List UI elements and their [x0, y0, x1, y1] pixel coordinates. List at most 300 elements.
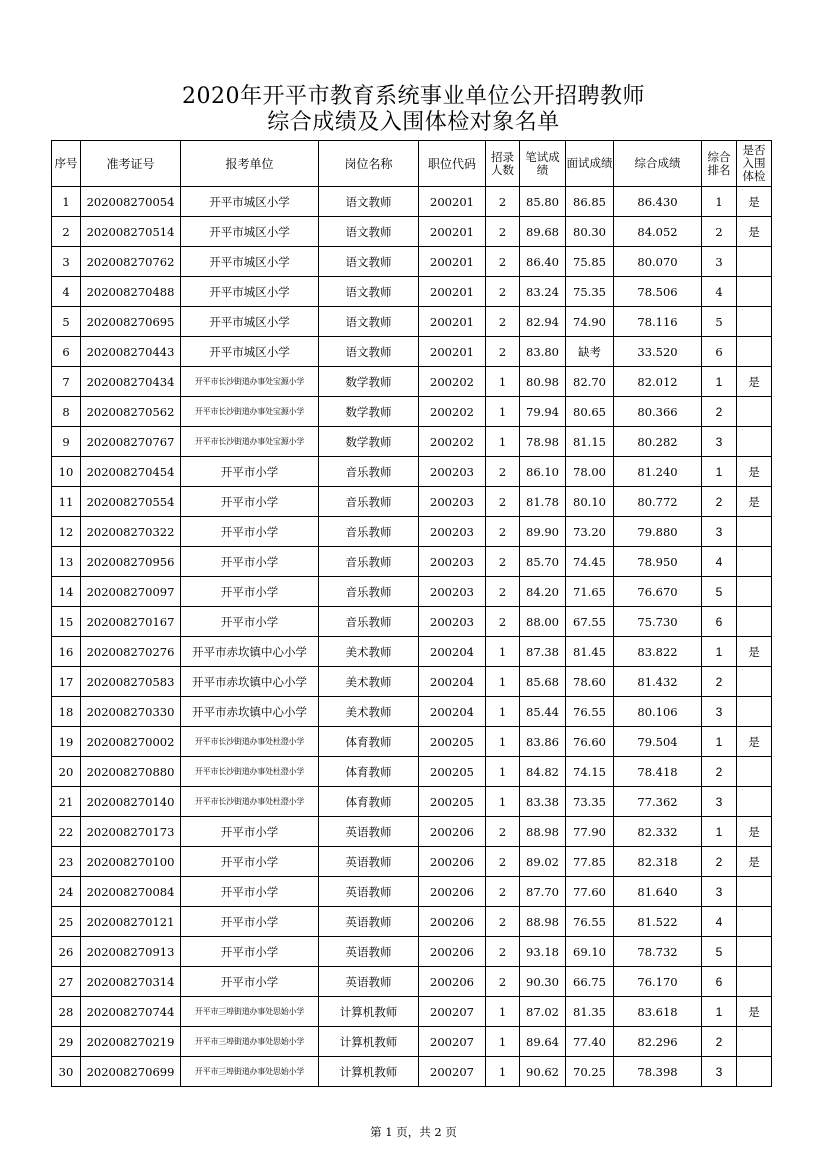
table-row	[52, 247, 772, 277]
quota-cell: 2	[486, 487, 520, 517]
rank-cell: 3	[702, 697, 737, 727]
quota-cell: 2	[486, 847, 520, 877]
unit-cell: 开平市赤坎镇中心小学	[181, 637, 319, 667]
exam-id-cell: 202008270002	[81, 727, 181, 757]
table-row	[52, 577, 772, 607]
exam-id-cell: 202008270554	[81, 487, 181, 517]
total-score-cell: 79.504	[614, 727, 702, 757]
rank-cell: 3	[702, 427, 737, 457]
written-score-cell: 85.70	[520, 547, 566, 577]
position-cell: 数学教师	[319, 367, 419, 397]
written-score-cell: 87.02	[520, 997, 566, 1027]
position-code-cell: 200204	[419, 667, 486, 697]
rank-cell: 5	[702, 307, 737, 337]
page-footer: 第 1 页，共 2 页	[370, 1125, 457, 1139]
written-score-cell: 84.20	[520, 577, 566, 607]
medical-check-cell	[737, 937, 772, 967]
medical-check-cell: 是	[737, 457, 772, 487]
exam-id-cell: 202008270314	[81, 967, 181, 997]
interview-score-cell: 缺考	[566, 337, 614, 367]
position-code-cell: 200204	[419, 697, 486, 727]
written-score-cell: 89.64	[520, 1027, 566, 1057]
interview-score-cell: 66.75	[566, 967, 614, 997]
interview-score-cell: 73.35	[566, 787, 614, 817]
rank-cell: 1	[702, 187, 737, 217]
position-code-cell: 200206	[419, 877, 486, 907]
written-score-cell: 78.98	[520, 427, 566, 457]
total-score-cell: 78.732	[614, 937, 702, 967]
quota-cell: 2	[486, 307, 520, 337]
medical-check-cell	[737, 547, 772, 577]
position-code-cell: 200203	[419, 517, 486, 547]
serial-cell: 10	[52, 457, 81, 487]
medical-check-cell	[737, 337, 772, 367]
serial-cell: 17	[52, 667, 81, 697]
exam-id-cell: 202008270454	[81, 457, 181, 487]
position-code-cell: 200203	[419, 577, 486, 607]
rank-cell: 1	[702, 997, 737, 1027]
table-row	[52, 337, 772, 367]
written-score-cell: 85.80	[520, 187, 566, 217]
position-cell: 英语教师	[319, 847, 419, 877]
unit-cell: 开平市城区小学	[181, 247, 319, 277]
interview-score-cell: 81.45	[566, 637, 614, 667]
exam-id-cell: 202008270330	[81, 697, 181, 727]
exam-id-cell: 202008270699	[81, 1057, 181, 1087]
table-row	[52, 217, 772, 247]
serial-cell: 5	[52, 307, 81, 337]
total-score-cell: 82.012	[614, 367, 702, 397]
unit-cell: 开平市城区小学	[181, 307, 319, 337]
quota-cell: 1	[486, 1057, 520, 1087]
position-code-cell: 200207	[419, 997, 486, 1027]
total-score-cell: 78.950	[614, 547, 702, 577]
table-row	[52, 187, 772, 217]
interview-score-cell: 76.60	[566, 727, 614, 757]
interview-score-cell: 82.70	[566, 367, 614, 397]
serial-cell: 1	[52, 187, 81, 217]
table-row	[52, 667, 772, 697]
serial-cell: 9	[52, 427, 81, 457]
rank-cell: 3	[702, 787, 737, 817]
rank-cell: 6	[702, 607, 737, 637]
position-code-cell: 200206	[419, 967, 486, 997]
position-cell: 英语教师	[319, 937, 419, 967]
exam-id-cell: 202008270121	[81, 907, 181, 937]
position-cell: 音乐教师	[319, 547, 419, 577]
quota-cell: 2	[486, 877, 520, 907]
serial-cell: 3	[52, 247, 81, 277]
table-row	[52, 457, 772, 487]
interview-score-cell: 78.00	[566, 457, 614, 487]
total-score-cell: 78.116	[614, 307, 702, 337]
written-score-cell: 83.24	[520, 277, 566, 307]
written-score-cell: 88.00	[520, 607, 566, 637]
rank-cell: 2	[702, 217, 737, 247]
table-row	[52, 277, 772, 307]
written-score-cell: 83.38	[520, 787, 566, 817]
serial-cell: 7	[52, 367, 81, 397]
unit-cell: 开平市长沙街道办事处宝源小学	[181, 427, 319, 457]
table-row	[52, 937, 772, 967]
position-cell: 数学教师	[319, 427, 419, 457]
exam-id-cell: 202008270880	[81, 757, 181, 787]
header-unit: 报考单位	[181, 141, 319, 187]
position-cell: 音乐教师	[319, 577, 419, 607]
written-score-cell: 88.98	[520, 817, 566, 847]
exam-id-cell: 202008270488	[81, 277, 181, 307]
total-score-cell: 82.318	[614, 847, 702, 877]
table-row	[52, 967, 772, 997]
interview-score-cell: 86.85	[566, 187, 614, 217]
position-code-cell: 200202	[419, 427, 486, 457]
unit-cell: 开平市城区小学	[181, 277, 319, 307]
table-row	[52, 637, 772, 667]
position-code-cell: 200207	[419, 1027, 486, 1057]
unit-cell: 开平市长沙街道办事处杜澄小学	[181, 727, 319, 757]
quota-cell: 1	[486, 367, 520, 397]
total-score-cell: 83.618	[614, 997, 702, 1027]
quota-cell: 1	[486, 397, 520, 427]
rank-cell: 1	[702, 727, 737, 757]
total-score-cell: 79.880	[614, 517, 702, 547]
table-row	[52, 427, 772, 457]
interview-score-cell: 77.40	[566, 1027, 614, 1057]
total-score-cell: 81.240	[614, 457, 702, 487]
position-cell: 语文教师	[319, 307, 419, 337]
interview-score-cell: 77.85	[566, 847, 614, 877]
position-cell: 计算机教师	[319, 997, 419, 1027]
serial-cell: 2	[52, 217, 81, 247]
header-exam-id: 准考证号	[81, 141, 181, 187]
total-score-cell: 80.366	[614, 397, 702, 427]
serial-cell: 20	[52, 757, 81, 787]
position-cell: 音乐教师	[319, 517, 419, 547]
unit-cell: 开平市城区小学	[181, 337, 319, 367]
medical-check-cell: 是	[737, 187, 772, 217]
medical-check-cell	[737, 877, 772, 907]
position-code-cell: 200207	[419, 1057, 486, 1087]
interview-score-cell: 76.55	[566, 907, 614, 937]
table-row	[52, 607, 772, 637]
unit-cell: 开平市小学	[181, 577, 319, 607]
rank-cell: 5	[702, 937, 737, 967]
medical-check-cell	[737, 1057, 772, 1087]
serial-cell: 22	[52, 817, 81, 847]
position-cell: 体育教师	[319, 757, 419, 787]
header-written-score: 笔试成绩	[520, 141, 566, 187]
unit-cell: 开平市长沙街道办事处杜澄小学	[181, 757, 319, 787]
written-score-cell: 90.30	[520, 967, 566, 997]
total-score-cell: 81.522	[614, 907, 702, 937]
exam-id-cell: 202008270173	[81, 817, 181, 847]
table-row	[52, 727, 772, 757]
rank-cell: 3	[702, 1057, 737, 1087]
quota-cell: 1	[486, 787, 520, 817]
written-score-cell: 90.62	[520, 1057, 566, 1087]
written-score-cell: 87.38	[520, 637, 566, 667]
rank-cell: 2	[702, 757, 737, 787]
total-score-cell: 80.282	[614, 427, 702, 457]
serial-cell: 29	[52, 1027, 81, 1057]
interview-score-cell: 67.55	[566, 607, 614, 637]
header-rank: 综合排名	[702, 141, 737, 187]
unit-cell: 开平市长沙街道办事处宝源小学	[181, 367, 319, 397]
unit-cell: 开平市小学	[181, 937, 319, 967]
position-code-cell: 200203	[419, 487, 486, 517]
total-score-cell: 76.170	[614, 967, 702, 997]
quota-cell: 1	[486, 997, 520, 1027]
exam-id-cell: 202008270434	[81, 367, 181, 397]
medical-check-cell	[737, 967, 772, 997]
rank-cell: 2	[702, 397, 737, 427]
written-score-cell: 80.98	[520, 367, 566, 397]
position-cell: 英语教师	[319, 877, 419, 907]
quota-cell: 2	[486, 547, 520, 577]
total-score-cell: 77.362	[614, 787, 702, 817]
document-title-line1: 2020年开平市教育系统事业单位公开招聘教师	[182, 84, 645, 109]
exam-id-cell: 202008270956	[81, 547, 181, 577]
quota-cell: 2	[486, 937, 520, 967]
table-row	[52, 847, 772, 877]
total-score-cell: 78.506	[614, 277, 702, 307]
written-score-cell: 86.40	[520, 247, 566, 277]
rank-cell: 3	[702, 517, 737, 547]
exam-id-cell: 202008270219	[81, 1027, 181, 1057]
quota-cell: 2	[486, 277, 520, 307]
position-cell: 英语教师	[319, 967, 419, 997]
exam-id-cell: 202008270762	[81, 247, 181, 277]
position-code-cell: 200201	[419, 247, 486, 277]
table-row	[52, 1027, 772, 1057]
interview-score-cell: 69.10	[566, 937, 614, 967]
unit-cell: 开平市小学	[181, 877, 319, 907]
position-cell: 语文教师	[319, 277, 419, 307]
medical-check-cell: 是	[737, 487, 772, 517]
interview-score-cell: 80.10	[566, 487, 614, 517]
position-code-cell: 200206	[419, 937, 486, 967]
interview-score-cell: 80.30	[566, 217, 614, 247]
rank-cell: 1	[702, 457, 737, 487]
written-score-cell: 79.94	[520, 397, 566, 427]
rank-cell: 4	[702, 547, 737, 577]
medical-check-cell: 是	[737, 847, 772, 877]
interview-score-cell: 81.35	[566, 997, 614, 1027]
total-score-cell: 78.398	[614, 1057, 702, 1087]
unit-cell: 开平市小学	[181, 607, 319, 637]
unit-cell: 开平市小学	[181, 817, 319, 847]
rank-cell: 4	[702, 277, 737, 307]
rank-cell: 3	[702, 877, 737, 907]
medical-check-cell	[737, 607, 772, 637]
total-score-cell: 76.670	[614, 577, 702, 607]
unit-cell: 开平市赤坎镇中心小学	[181, 697, 319, 727]
position-cell: 英语教师	[319, 817, 419, 847]
interview-score-cell: 77.60	[566, 877, 614, 907]
written-score-cell: 83.86	[520, 727, 566, 757]
header-serial: 序号	[52, 141, 81, 187]
medical-check-cell	[737, 757, 772, 787]
position-cell: 语文教师	[319, 337, 419, 367]
position-cell: 语文教师	[319, 217, 419, 247]
exam-id-cell: 202008270695	[81, 307, 181, 337]
interview-score-cell: 77.90	[566, 817, 614, 847]
rank-cell: 3	[702, 247, 737, 277]
quota-cell: 1	[486, 697, 520, 727]
written-score-cell: 88.98	[520, 907, 566, 937]
exam-id-cell: 202008270583	[81, 667, 181, 697]
medical-check-cell: 是	[737, 217, 772, 247]
written-score-cell: 85.68	[520, 667, 566, 697]
position-code-cell: 200204	[419, 637, 486, 667]
serial-cell: 11	[52, 487, 81, 517]
unit-cell: 开平市城区小学	[181, 217, 319, 247]
serial-cell: 8	[52, 397, 81, 427]
rank-cell: 4	[702, 907, 737, 937]
position-code-cell: 200201	[419, 307, 486, 337]
unit-cell: 开平市小学	[181, 517, 319, 547]
unit-cell: 开平市小学	[181, 547, 319, 577]
unit-cell: 开平市三埠街道办事处思始小学	[181, 997, 319, 1027]
position-code-cell: 200206	[419, 847, 486, 877]
total-score-cell: 75.730	[614, 607, 702, 637]
exam-id-cell: 202008270767	[81, 427, 181, 457]
position-cell: 音乐教师	[319, 457, 419, 487]
total-score-cell: 82.296	[614, 1027, 702, 1057]
quota-cell: 2	[486, 187, 520, 217]
interview-score-cell: 81.15	[566, 427, 614, 457]
interview-score-cell: 78.60	[566, 667, 614, 697]
header-row	[52, 141, 772, 187]
quota-cell: 1	[486, 727, 520, 757]
table-row	[52, 1057, 772, 1087]
unit-cell: 开平市三埠街道办事处思始小学	[181, 1057, 319, 1087]
serial-cell: 6	[52, 337, 81, 367]
medical-check-cell	[737, 517, 772, 547]
written-score-cell: 85.44	[520, 697, 566, 727]
exam-id-cell: 202008270100	[81, 847, 181, 877]
interview-score-cell: 75.35	[566, 277, 614, 307]
position-code-cell: 200203	[419, 457, 486, 487]
quota-cell: 1	[486, 1027, 520, 1057]
position-code-cell: 200203	[419, 607, 486, 637]
table-row	[52, 397, 772, 427]
table-row	[52, 547, 772, 577]
serial-cell: 19	[52, 727, 81, 757]
rank-cell: 2	[702, 487, 737, 517]
serial-cell: 23	[52, 847, 81, 877]
quota-cell: 2	[486, 967, 520, 997]
table-row	[52, 787, 772, 817]
total-score-cell: 83.822	[614, 637, 702, 667]
table-row	[52, 757, 772, 787]
position-cell: 体育教师	[319, 727, 419, 757]
header-interview-score: 面试成绩	[566, 141, 614, 187]
serial-cell: 28	[52, 997, 81, 1027]
rank-cell: 6	[702, 337, 737, 367]
total-score-cell: 80.106	[614, 697, 702, 727]
serial-cell: 14	[52, 577, 81, 607]
exam-id-cell: 202008270054	[81, 187, 181, 217]
total-score-cell: 80.772	[614, 487, 702, 517]
unit-cell: 开平市城区小学	[181, 187, 319, 217]
unit-cell: 开平市小学	[181, 487, 319, 517]
medical-check-cell: 是	[737, 637, 772, 667]
rank-cell: 6	[702, 967, 737, 997]
unit-cell: 开平市小学	[181, 457, 319, 487]
position-code-cell: 200205	[419, 727, 486, 757]
unit-cell: 开平市赤坎镇中心小学	[181, 667, 319, 697]
exam-id-cell: 202008270514	[81, 217, 181, 247]
table-row	[52, 517, 772, 547]
written-score-cell: 89.68	[520, 217, 566, 247]
serial-cell: 26	[52, 937, 81, 967]
interview-score-cell: 75.85	[566, 247, 614, 277]
interview-score-cell: 74.90	[566, 307, 614, 337]
quota-cell: 1	[486, 757, 520, 787]
serial-cell: 27	[52, 967, 81, 997]
position-code-cell: 200202	[419, 397, 486, 427]
total-score-cell: 86.430	[614, 187, 702, 217]
medical-check-cell	[737, 907, 772, 937]
position-code-cell: 200201	[419, 187, 486, 217]
interview-score-cell: 74.45	[566, 547, 614, 577]
serial-cell: 18	[52, 697, 81, 727]
position-code-cell: 200201	[419, 277, 486, 307]
position-code-cell: 200205	[419, 757, 486, 787]
header-position: 岗位名称	[319, 141, 419, 187]
position-cell: 语文教师	[319, 187, 419, 217]
position-cell: 音乐教师	[319, 607, 419, 637]
serial-cell: 24	[52, 877, 81, 907]
written-score-cell: 81.78	[520, 487, 566, 517]
position-code-cell: 200205	[419, 787, 486, 817]
rank-cell: 1	[702, 637, 737, 667]
serial-cell: 13	[52, 547, 81, 577]
quota-cell: 1	[486, 427, 520, 457]
serial-cell: 21	[52, 787, 81, 817]
interview-score-cell: 74.15	[566, 757, 614, 787]
position-cell: 美术教师	[319, 697, 419, 727]
medical-check-cell	[737, 1027, 772, 1057]
header-position-code: 职位代码	[419, 141, 486, 187]
exam-id-cell: 202008270744	[81, 997, 181, 1027]
quota-cell: 1	[486, 637, 520, 667]
table-row	[52, 877, 772, 907]
table-row	[52, 997, 772, 1027]
quota-cell: 1	[486, 667, 520, 697]
medical-check-cell	[737, 397, 772, 427]
position-code-cell: 200206	[419, 907, 486, 937]
medical-check-cell	[737, 787, 772, 817]
table-row	[52, 697, 772, 727]
quota-cell: 2	[486, 577, 520, 607]
exam-id-cell: 202008270913	[81, 937, 181, 967]
exam-id-cell: 202008270443	[81, 337, 181, 367]
serial-cell: 25	[52, 907, 81, 937]
medical-check-cell	[737, 277, 772, 307]
interview-score-cell: 73.20	[566, 517, 614, 547]
written-score-cell: 89.90	[520, 517, 566, 547]
table-row	[52, 907, 772, 937]
exam-id-cell: 202008270562	[81, 397, 181, 427]
medical-check-cell	[737, 667, 772, 697]
header-total-score: 综合成绩	[614, 141, 702, 187]
position-cell: 语文教师	[319, 247, 419, 277]
position-cell: 美术教师	[319, 667, 419, 697]
rank-cell: 2	[702, 1027, 737, 1057]
written-score-cell: 82.94	[520, 307, 566, 337]
